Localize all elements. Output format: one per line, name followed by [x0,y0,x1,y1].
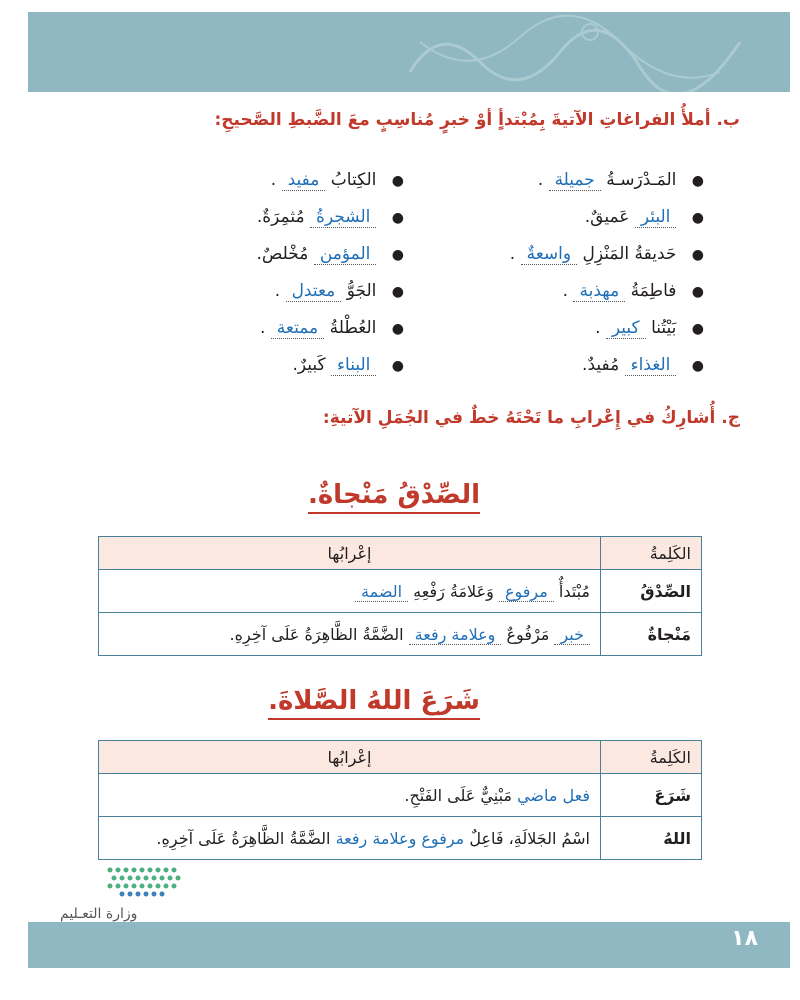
answer-field[interactable]: ممتعة [271,318,324,339]
item-after: كَبيرٌ. [292,355,326,375]
bullet-icon: ● [391,247,404,263]
answer-field[interactable]: مرفوع وعلامة رفعة [335,828,465,848]
parsing-table-2 [98,740,702,860]
row-parse [99,817,601,860]
parse-part: مُبْتَدأٌ [558,581,590,601]
item-after: . [595,318,601,338]
item-after: مُفيدٌ. [582,355,620,375]
bullet-icon: ● [691,321,704,337]
bullet-icon: ● [391,358,404,374]
bullet-icon: ● [391,321,404,337]
bullet-icon: ● [691,284,704,300]
table-header-row [99,741,702,774]
row-word: الصِّدْقُ [601,570,702,613]
answer-field[interactable]: الشجرةُ [310,207,376,228]
answer-field[interactable]: البئر [635,207,677,228]
page-number: ١٨ [731,926,758,951]
table-row [99,570,702,613]
parse-part: اسْمُ الجَلالَةِ، فَاعِلٌ [469,828,590,848]
item-before: المَـدْرَسـةُ [606,170,677,190]
section-b-text: أملأُ الفراغاتِ الآتيةَ بِمُبْتدأٍ أوْ خبرٍ مُناسِبٍ معَ الضَّبطِ الصَّحيحِ: [214,110,711,130]
answer-field[interactable]: الضمة [355,582,408,602]
exercise-item [595,313,704,343]
answer-field[interactable]: مرفوع [499,582,554,602]
row-word: مَنْجاةٌ [601,613,702,656]
section-b-label: ب. [716,110,740,130]
bullet-icon: ● [391,284,404,300]
exercise-item [260,313,404,343]
item-after: . [562,281,569,301]
parse-part: وَعَلامَةُ رَفْعِهِ [413,581,494,601]
item-before: فاطِمَةُ [630,281,677,301]
answer-field[interactable]: مفيد [282,170,326,191]
answer-field[interactable]: وعلامة رفعة [409,625,502,645]
calligraphy-pattern-icon [400,12,760,92]
bullet-icon: ● [391,210,404,226]
answer-field[interactable]: معتدل [286,281,342,302]
exercise-item [292,350,404,380]
answer-field[interactable]: واسعةٌ [521,244,578,265]
bullet-icon: ● [691,210,704,226]
item-before: العُطْلةُ [329,318,377,338]
item-before: الجَوُّ [346,281,377,301]
item-after: . [259,318,266,338]
section-c-text: أُشارِكُ في إِعْرابِ ما تَحْتَهُ خطٌ في الجُمَلِ الآتيةِ: [322,408,716,428]
answer-field[interactable]: جميلة [549,170,601,191]
table-row [99,817,702,860]
bullet-icon: ● [391,173,404,189]
row-word: شَرَعَ [601,774,702,817]
item-before: حَديقةُ المَنْزِلِ [582,244,677,264]
exercise-item [275,276,404,306]
ministry-dots-logo-icon [100,862,190,902]
answer-field[interactable]: الغذاء [625,355,677,376]
exercise-item [257,202,404,232]
table-row [99,613,702,656]
top-decorative-band [28,12,790,92]
parsing-table-1 [98,536,702,656]
item-after: مُثمِرَةٌ. [256,207,305,227]
exercise-item [585,202,704,232]
item-after: . [274,281,281,301]
bullet-icon: ● [691,358,704,374]
answer-field[interactable]: خبر [554,625,590,645]
ministry-name-arabic: وزارة التعـليم [60,906,138,922]
bullet-icon: ● [691,173,704,189]
section-c-label: ج. [721,408,740,428]
item-after: . [537,170,544,190]
item-after: . [509,244,516,264]
table-row [99,774,702,817]
row-parse [99,774,601,817]
answer-field[interactable]: فعل ماضي [517,785,590,805]
parse-part: مَرْفُوعٌ [506,624,550,644]
sentence-2-title-text: شَرَعَ اللهُ الصَّلاةَ. [268,686,480,720]
parse-part: الضَّمَّةُ الظَّاهِرَةُ عَلَى آخِرِهِ. [229,624,404,644]
bottom-decorative-band [28,922,790,968]
answer-field[interactable]: كبير [606,318,646,339]
exercise-item [271,165,404,195]
sentence-1-title [200,480,480,510]
answer-field[interactable]: مهذبة [573,281,625,302]
sentence-2-title [200,686,480,716]
parse-part: مَبْنِيٌّ عَلَى الفَتْحِ. [404,785,512,805]
bullet-icon: ● [691,247,704,263]
row-parse [99,570,601,613]
header-parse: إعْرابُها [99,741,601,774]
item-after: مُخْلصٌ. [256,244,309,264]
table-header-row [99,537,702,570]
answer-field[interactable]: المؤمن [314,244,377,265]
item-after: عَميقٌ. [584,207,630,227]
exercise-item [563,276,704,306]
sentence-1-title-text: الصِّدْقُ مَنْجاةٌ. [308,480,480,514]
header-word: الكَلِمةُ [601,741,702,774]
parse-part: الضَّمَّةُ الظَّاهِرَةُ عَلَى آخِرِهِ. [156,828,331,848]
section-b-instruction [40,110,740,130]
row-word: اللهُ [601,817,702,860]
section-c-instruction [40,408,740,428]
item-before: الكِتابُ [330,170,377,190]
exercise-grid [84,165,704,385]
header-word: الكَلِمةُ [601,537,702,570]
exercise-item [510,239,704,269]
answer-field[interactable]: البناء [331,355,376,376]
item-before: بَيْتُنا [651,318,677,338]
exercise-item [582,350,704,380]
exercise-item [538,165,704,195]
row-parse [99,613,601,656]
header-parse: إعْرابُها [99,537,601,570]
exercise-item [256,239,404,269]
item-after: . [270,170,277,190]
